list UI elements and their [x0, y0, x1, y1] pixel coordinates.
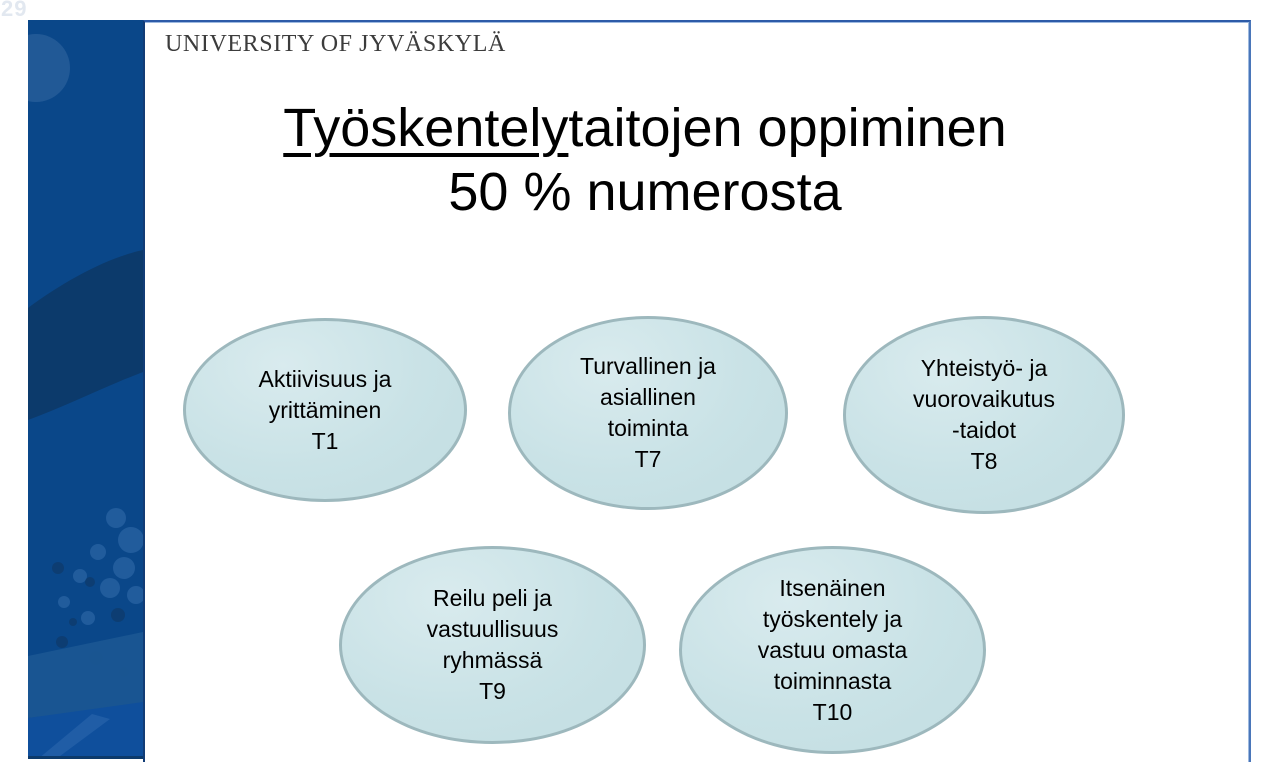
ellipse-t7 — [508, 316, 788, 510]
institution-header: UNIVERSITY OF JYVÄSKYLÄ — [165, 31, 506, 57]
ellipse-text-line: Yhteistyö- ja — [920, 355, 1048, 381]
title-underlined-text: Työskentely — [283, 98, 569, 158]
title-line-1 — [160, 96, 1130, 160]
ellipse-text-line: ryhmässä — [442, 647, 543, 673]
ellipse-t1 — [183, 318, 467, 502]
page-number: 29 — [1, 0, 28, 21]
ellipse-text-line: Reilu peli ja — [433, 585, 552, 611]
ellipse-text-line: työskentely ja — [762, 605, 903, 632]
slide-title — [160, 96, 1130, 224]
ellipse-grade-code: T10 — [812, 698, 853, 725]
slide-content-area — [143, 20, 1251, 762]
ellipse-text-line: toiminnasta — [773, 667, 892, 694]
ellipse-t10 — [679, 546, 986, 754]
ellipse-text-line: vastuullisuus — [426, 616, 559, 642]
ellipse-text-line: vastuu omasta — [757, 636, 908, 663]
ellipse-text-line: Aktiivisuus ja — [258, 365, 392, 392]
ellipse-t8 — [843, 316, 1125, 514]
ellipse-text-line: Itsenäinen — [779, 574, 886, 601]
ellipse-text-line: vuorovaikutus — [913, 386, 1055, 412]
title-rest-text: taitojen oppiminen — [568, 98, 1007, 158]
title-line-2: 50 % numerosta — [448, 162, 842, 222]
sidebar-art-image — [28, 20, 143, 759]
ellipse-text-line: Turvallinen ja — [580, 353, 716, 379]
ellipse-text-line: -taidot — [952, 417, 1016, 443]
ellipse-t9 — [339, 546, 646, 744]
ellipse-grade-code: T9 — [479, 678, 506, 704]
sidebar-artwork — [28, 20, 143, 759]
ellipse-text-line: toiminta — [607, 415, 689, 441]
ellipse-text-line: asiallinen — [600, 384, 696, 410]
ellipse-grade-code: T7 — [634, 446, 662, 472]
ellipse-text-line: yrittäminen — [268, 396, 382, 423]
ellipse-grade-code: T8 — [970, 448, 998, 474]
ellipse-grade-code: T1 — [311, 427, 339, 454]
